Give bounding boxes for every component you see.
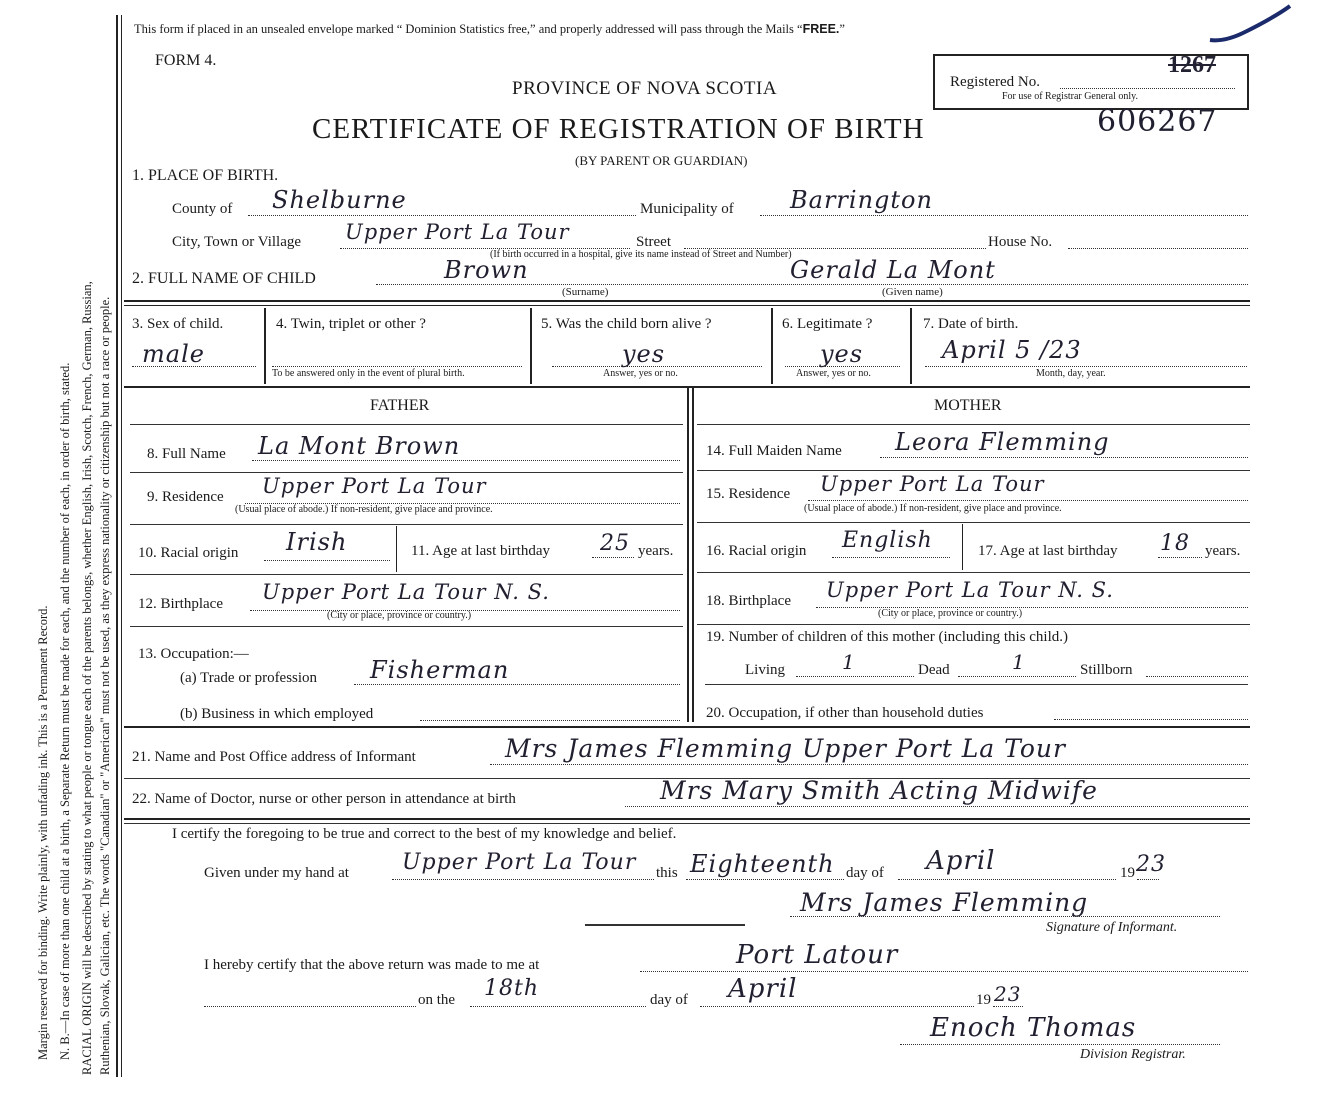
mother-racial-value: English bbox=[842, 528, 933, 553]
registrar-day-of-label: day of bbox=[650, 992, 688, 1008]
dob-note: Month, day, year. bbox=[1036, 368, 1106, 379]
dead-line bbox=[958, 676, 1076, 677]
dob-label: 7. Date of birth. bbox=[923, 316, 1019, 332]
registered-label: Registered No. bbox=[950, 74, 1040, 90]
child-surname-caption: (Surname) bbox=[562, 286, 609, 298]
registrar-month-value: April bbox=[728, 974, 798, 1004]
certify-statement: I certify the foregoing to be true and correct to the best of my knowledge and belief. bbox=[172, 826, 677, 842]
stillborn-line bbox=[1146, 676, 1248, 677]
mother-age-unit: years. bbox=[1205, 543, 1241, 559]
mother-birthplace-value: Upper Port La Tour N. S. bbox=[826, 578, 1114, 602]
form-number: FORM 4. bbox=[155, 52, 217, 69]
attendant-value: Mrs Mary Smith Acting Midwife bbox=[660, 776, 1098, 805]
mail-note-free: FREE. bbox=[802, 22, 840, 36]
mother-birthplace-note: (City or place, province or country.) bbox=[878, 608, 1023, 619]
born-alive-note: Answer, yes or no. bbox=[603, 368, 678, 379]
rule-22 bbox=[124, 818, 1250, 820]
mother-occupation-line bbox=[1054, 719, 1248, 720]
sex-line bbox=[132, 366, 256, 367]
dead-value: 1 bbox=[1012, 650, 1026, 674]
twin-label: 4. Twin, triplet or other ? bbox=[276, 316, 426, 332]
check-mark-icon bbox=[1205, 2, 1295, 47]
rule-mother-5 bbox=[705, 684, 1248, 685]
place-of-birth-label: 1. PLACE OF BIRTH. bbox=[132, 167, 279, 184]
dob-line bbox=[925, 366, 1247, 367]
mother-residence-label: 15. Residence bbox=[706, 486, 791, 502]
mail-note bbox=[134, 22, 845, 37]
informant-value: Mrs James Flemming Upper Port La Tour bbox=[505, 734, 1066, 763]
rule-top-2 bbox=[124, 305, 1250, 306]
registrar-signature-line bbox=[900, 1044, 1220, 1045]
registered-note: For use of Registrar General only. bbox=[1002, 91, 1138, 102]
rule-center-2 bbox=[692, 388, 694, 722]
registrar-year-prefix: 19 bbox=[976, 992, 991, 1008]
mother-residence-value: Upper Port La Tour bbox=[820, 472, 1045, 496]
mother-age-label: 17. Age at last birthday bbox=[978, 543, 1118, 559]
rule-father-4 bbox=[130, 626, 683, 627]
day-line bbox=[686, 879, 844, 880]
day-value: Eighteenth bbox=[690, 850, 835, 878]
registrar-year-value: 23 bbox=[994, 982, 1022, 1006]
rule-mother-1 bbox=[697, 470, 1250, 471]
rule-father-2 bbox=[130, 524, 683, 525]
city-label: City, Town or Village bbox=[172, 234, 302, 250]
province-title: PROVINCE OF NOVA SCOTIA bbox=[512, 78, 778, 99]
father-trade-line bbox=[354, 684, 680, 685]
binding-margin-rule-2 bbox=[121, 15, 122, 1077]
father-racial-label: 10. Racial origin bbox=[138, 545, 239, 561]
municipality-value: Barrington bbox=[790, 186, 933, 214]
registrar-day-value: 18th bbox=[484, 976, 540, 1001]
rule-mother-racial-sep bbox=[962, 524, 963, 570]
mother-children-label: 19. Number of children of this mother (including this child.) bbox=[706, 629, 1069, 645]
father-name-value: La Mont Brown bbox=[258, 432, 461, 460]
informant-signature-line bbox=[790, 916, 1220, 917]
registrar-lead-line bbox=[204, 1006, 416, 1007]
registered-no-struck: 1267 bbox=[1168, 52, 1216, 78]
child-name-line bbox=[376, 284, 1248, 285]
rule-father-3 bbox=[130, 574, 683, 575]
informant-signature: Mrs James Flemming bbox=[800, 888, 1089, 917]
county-value: Shelburne bbox=[272, 186, 407, 214]
father-birthplace-note: (City or place, province or country.) bbox=[327, 610, 472, 621]
side-note-binding: Margin reserved for binding. Write plainly, with unfading ink. This is a Permanent Record. bbox=[36, 605, 50, 1060]
municipality-line bbox=[760, 215, 1248, 216]
legitimate-note: Answer, yes or no. bbox=[796, 368, 871, 379]
born-alive-label: 5. Was the child born alive ? bbox=[541, 316, 712, 332]
child-surname-value: Brown bbox=[444, 256, 529, 284]
born-alive-line bbox=[552, 366, 762, 367]
father-occupation-label: 13. Occupation:— bbox=[138, 646, 249, 662]
this-label: this bbox=[656, 865, 678, 881]
registered-line bbox=[1060, 88, 1235, 89]
child-given-caption: (Given name) bbox=[882, 286, 943, 298]
mother-racial-line bbox=[832, 557, 950, 558]
mail-note-suffix: ” bbox=[839, 22, 845, 36]
legitimate-line bbox=[785, 366, 900, 367]
mother-name-value: Leora Flemming bbox=[895, 428, 1110, 456]
informant-line bbox=[490, 764, 1248, 765]
mother-residence-line bbox=[808, 500, 1248, 501]
rule-v-4 bbox=[910, 308, 912, 384]
father-heading: FATHER bbox=[370, 397, 430, 414]
registrar-year-line bbox=[993, 1006, 1023, 1007]
father-trade-value: Fisherman bbox=[370, 656, 510, 684]
certificate-number: 606267 bbox=[1097, 104, 1218, 139]
sex-value: male bbox=[142, 340, 205, 368]
mother-heading: MOTHER bbox=[934, 397, 1002, 414]
father-age-label: 11. Age at last birthday bbox=[411, 543, 550, 559]
city-value: Upper Port La Tour bbox=[345, 220, 570, 244]
registrar-caption: Division Registrar. bbox=[1080, 1047, 1186, 1062]
born-alive-value: yes bbox=[622, 340, 666, 368]
dead-label: Dead bbox=[918, 662, 950, 678]
given-label: Given under my hand at bbox=[204, 865, 349, 881]
father-birthplace-label: 12. Birthplace bbox=[138, 596, 223, 612]
mother-name-label: 14. Full Maiden Name bbox=[706, 443, 842, 459]
on-the-label: on the bbox=[418, 992, 456, 1008]
mother-birthplace-label: 18. Birthplace bbox=[706, 593, 791, 609]
rule-center-1 bbox=[687, 388, 689, 722]
divider-line bbox=[585, 924, 745, 926]
father-name-line bbox=[252, 460, 680, 461]
rule-v-3 bbox=[771, 308, 773, 384]
rule-parents-bottom bbox=[124, 726, 1250, 728]
rule-mother-2 bbox=[697, 522, 1250, 523]
father-racial-value: Irish bbox=[286, 528, 348, 556]
month-line bbox=[898, 879, 1116, 880]
twin-line bbox=[272, 366, 522, 367]
mail-note-prefix: This form if placed in an unsealed envelope marked “ Dominion Statistics free,” and properly addressed will pass through the Mails “ bbox=[134, 22, 803, 36]
living-value: 1 bbox=[842, 650, 856, 674]
day-of-label: day of bbox=[846, 865, 884, 881]
stillborn-label: Stillborn bbox=[1080, 662, 1133, 678]
rule-mother-4 bbox=[697, 624, 1250, 625]
year-value: 23 bbox=[1136, 852, 1166, 877]
father-business-line bbox=[420, 720, 680, 721]
given-place-value: Upper Port La Tour bbox=[402, 850, 637, 875]
child-name-label: 2. FULL NAME OF CHILD bbox=[132, 270, 316, 287]
month-value: April bbox=[926, 846, 996, 876]
mother-racial-label: 16. Racial origin bbox=[706, 543, 807, 559]
attendant-line bbox=[625, 806, 1248, 807]
attendant-label: 22. Name of Doctor, nurse or other person in attendance at birth bbox=[132, 791, 516, 807]
mother-residence-note: (Usual place of abode.) If non-resident, give place and province. bbox=[804, 503, 1062, 514]
year-line bbox=[1137, 879, 1159, 880]
house-no-label: House No. bbox=[988, 234, 1053, 250]
county-line bbox=[248, 215, 636, 216]
rule-v-1 bbox=[264, 308, 266, 384]
father-birthplace-value: Upper Port La Tour N. S. bbox=[262, 580, 550, 604]
rule-top bbox=[124, 300, 1250, 302]
living-line bbox=[796, 676, 914, 677]
mother-age-line bbox=[1158, 557, 1202, 558]
informant-signature-caption: Signature of Informant. bbox=[1046, 920, 1178, 935]
rule-father-racial-sep bbox=[396, 526, 397, 572]
side-note-multiple-births: N. B.—In case of more than one child at a birth, a Separate Return must be made for each, and the number of each, in order of birth, stated. bbox=[58, 362, 72, 1060]
rule-v-2 bbox=[530, 308, 532, 384]
father-residence-value: Upper Port La Tour bbox=[262, 474, 487, 498]
father-trade-label: (a) Trade or profession bbox=[180, 670, 318, 686]
registrar-day-line bbox=[470, 1006, 646, 1007]
street-label: Street bbox=[636, 234, 671, 250]
given-place-line bbox=[392, 879, 654, 880]
informant-label: 21. Name and Post Office address of Informant bbox=[132, 749, 416, 765]
rule-mother-head bbox=[697, 424, 1250, 425]
twin-note: To be answered only in the event of plural birth. bbox=[272, 368, 465, 379]
father-residence-note: (Usual place of abode.) If non-resident, give place and province. bbox=[235, 504, 493, 515]
father-name-label: 8. Full Name bbox=[147, 446, 226, 462]
house-no-line bbox=[1068, 248, 1248, 249]
legitimate-value: yes bbox=[820, 340, 864, 368]
side-note-racial-origin-2: Ruthenian, Slovak, Galician, etc. The words "Canadian" or "American" must not be used, as they express nationality or citizenship but not a race or people. bbox=[98, 296, 112, 1075]
certificate-title: CERTIFICATE OF REGISTRATION OF BIRTH bbox=[312, 113, 925, 145]
father-age-value: 25 bbox=[600, 531, 630, 556]
rule-mother-3 bbox=[697, 572, 1250, 573]
child-given-value: Gerald La Mont bbox=[790, 256, 996, 284]
mother-name-line bbox=[880, 457, 1248, 458]
rule-father-head bbox=[130, 424, 683, 425]
registrar-statement: I hereby certify that the above return was made to me at bbox=[204, 957, 540, 973]
legitimate-label: 6. Legitimate ? bbox=[782, 316, 873, 332]
rule-father-1 bbox=[130, 472, 683, 473]
father-age-unit: years. bbox=[638, 543, 674, 559]
mother-occupation-label: 20. Occupation, if other than household duties bbox=[706, 705, 984, 721]
registrar-month-line bbox=[700, 1006, 974, 1007]
binding-margin-rule bbox=[116, 15, 118, 1077]
side-note-racial-origin-1: RACIAL ORIGIN will be described by stating to what people or tongue each of the parents belongs, whether English, Irish, Scotch, French, German, Russian, bbox=[80, 281, 94, 1075]
living-label: Living bbox=[745, 662, 785, 678]
father-age-line bbox=[592, 557, 634, 558]
father-business-label: (b) Business in which employed bbox=[180, 706, 374, 722]
mother-age-value: 18 bbox=[1160, 531, 1190, 556]
county-label: County of bbox=[172, 201, 233, 217]
dob-value: April 5 /23 bbox=[942, 336, 1082, 364]
father-residence-label: 9. Residence bbox=[147, 489, 224, 505]
street-note: (If birth occurred in a hospital, give its name instead of Street and Number) bbox=[490, 249, 792, 260]
rule-22-b bbox=[124, 823, 1250, 824]
father-racial-line bbox=[264, 560, 390, 561]
sex-label: 3. Sex of child. bbox=[132, 316, 224, 332]
registrar-place-line bbox=[640, 971, 1248, 972]
municipality-label: Municipality of bbox=[640, 201, 734, 217]
registrar-place-value: Port Latour bbox=[736, 940, 899, 970]
registrar-signature: Enoch Thomas bbox=[930, 1013, 1137, 1043]
certificate-subtitle: (BY PARENT OR GUARDIAN) bbox=[575, 153, 748, 168]
year-prefix: 19 bbox=[1120, 865, 1135, 881]
